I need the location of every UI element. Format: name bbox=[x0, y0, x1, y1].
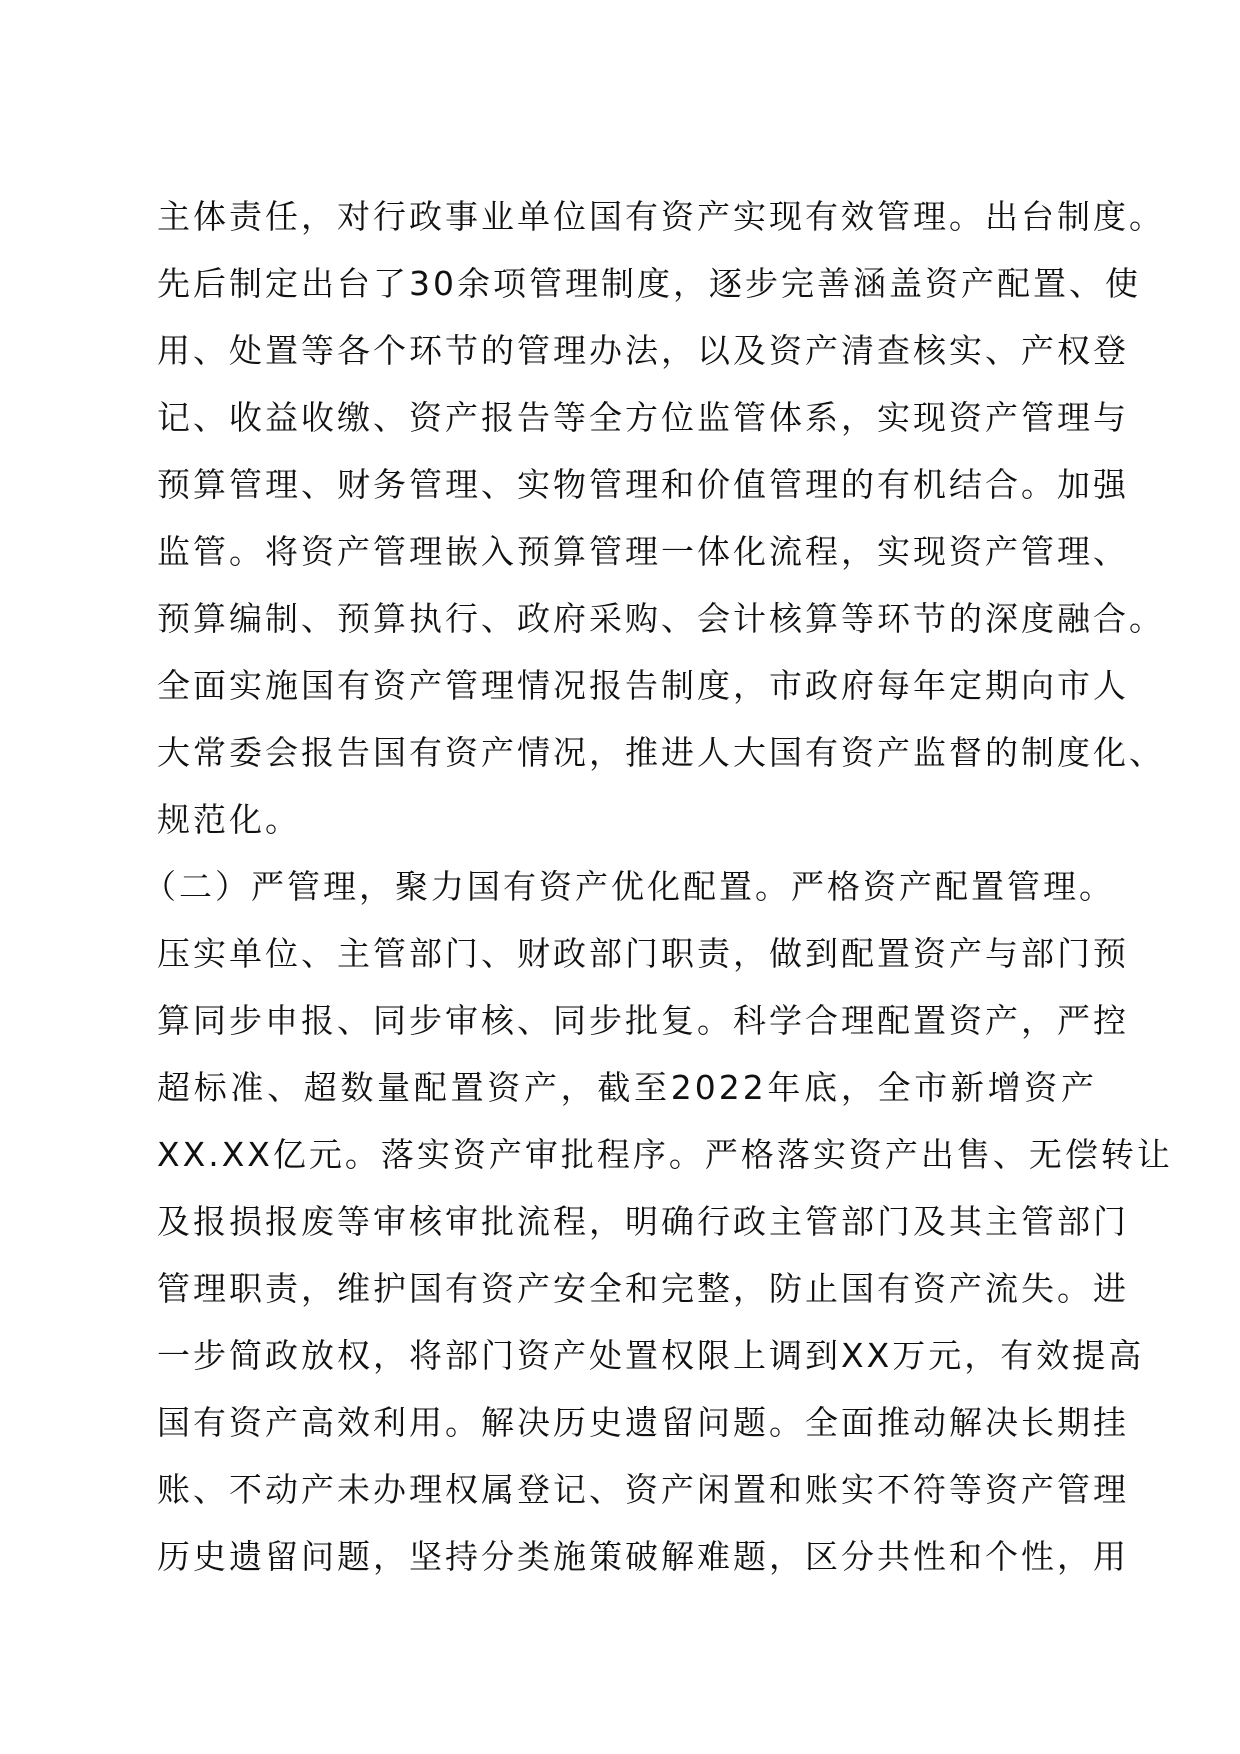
text-line: 一步简政放权，将部门资产处置权限上调到XX万元，有效提高 bbox=[157, 1336, 1145, 1375]
text-line: 预算管理、财务管理、实物管理和价值管理的有机结合。加强 bbox=[157, 465, 1129, 504]
text-line: 国有资产高效利用。解决历史遗留问题。全面推动解决长期挂 bbox=[157, 1403, 1129, 1442]
document-body bbox=[143, 183, 1173, 1590]
text-line: 预算编制、预算执行、政府采购、会计核算等环节的深度融合。 bbox=[157, 599, 1165, 638]
section-heading-line: （二）严管理，聚力国有资产优化配置。严格资产配置管理。 bbox=[143, 867, 1115, 906]
text-line: 记、收益收缴、资产报告等全方位监管体系，实现资产管理与 bbox=[157, 398, 1129, 437]
text-line: 压实单位、主管部门、财政部门职责，做到配置资产与部门预 bbox=[157, 934, 1129, 973]
text-line: XX.XX亿元。落实资产审批程序。严格落实资产出售、无偿转让 bbox=[157, 1135, 1173, 1174]
text-line: 先后制定出台了30余项管理制度，逐步完善涵盖资产配置、使 bbox=[157, 264, 1141, 303]
text-line: 历史遗留问题，坚持分类施策破解难题，区分共性和个性，用 bbox=[157, 1537, 1129, 1576]
text-line: 大常委会报告国有资产情况，推进人大国有资产监督的制度化、 bbox=[157, 733, 1165, 772]
text-line: 管理职责，维护国有资产安全和完整，防止国有资产流失。进 bbox=[157, 1269, 1129, 1308]
text-line-paragraph-end: 规范化。 bbox=[157, 800, 301, 839]
text-line: 及报损报废等审核审批流程，明确行政主管部门及其主管部门 bbox=[157, 1202, 1129, 1241]
text-line: 算同步申报、同步审核、同步批复。科学合理配置资产，严控 bbox=[157, 1001, 1129, 1040]
text-line: 监管。将资产管理嵌入预算管理一体化流程，实现资产管理、 bbox=[157, 532, 1129, 571]
text-line: 主体责任，对行政事业单位国有资产实现有效管理。出台制度。 bbox=[157, 197, 1165, 236]
text-line: 超标准、超数量配置资产，截至2022年底，全市新增资产 bbox=[157, 1068, 1097, 1107]
text-line: 用、处置等各个环节的管理办法，以及资产清查核实、产权登 bbox=[157, 331, 1129, 370]
text-line: 账、不动产未办理权属登记、资产闲置和账实不符等资产管理 bbox=[157, 1470, 1129, 1509]
text-line: 全面实施国有资产管理情况报告制度，市政府每年定期向市人 bbox=[157, 666, 1129, 705]
